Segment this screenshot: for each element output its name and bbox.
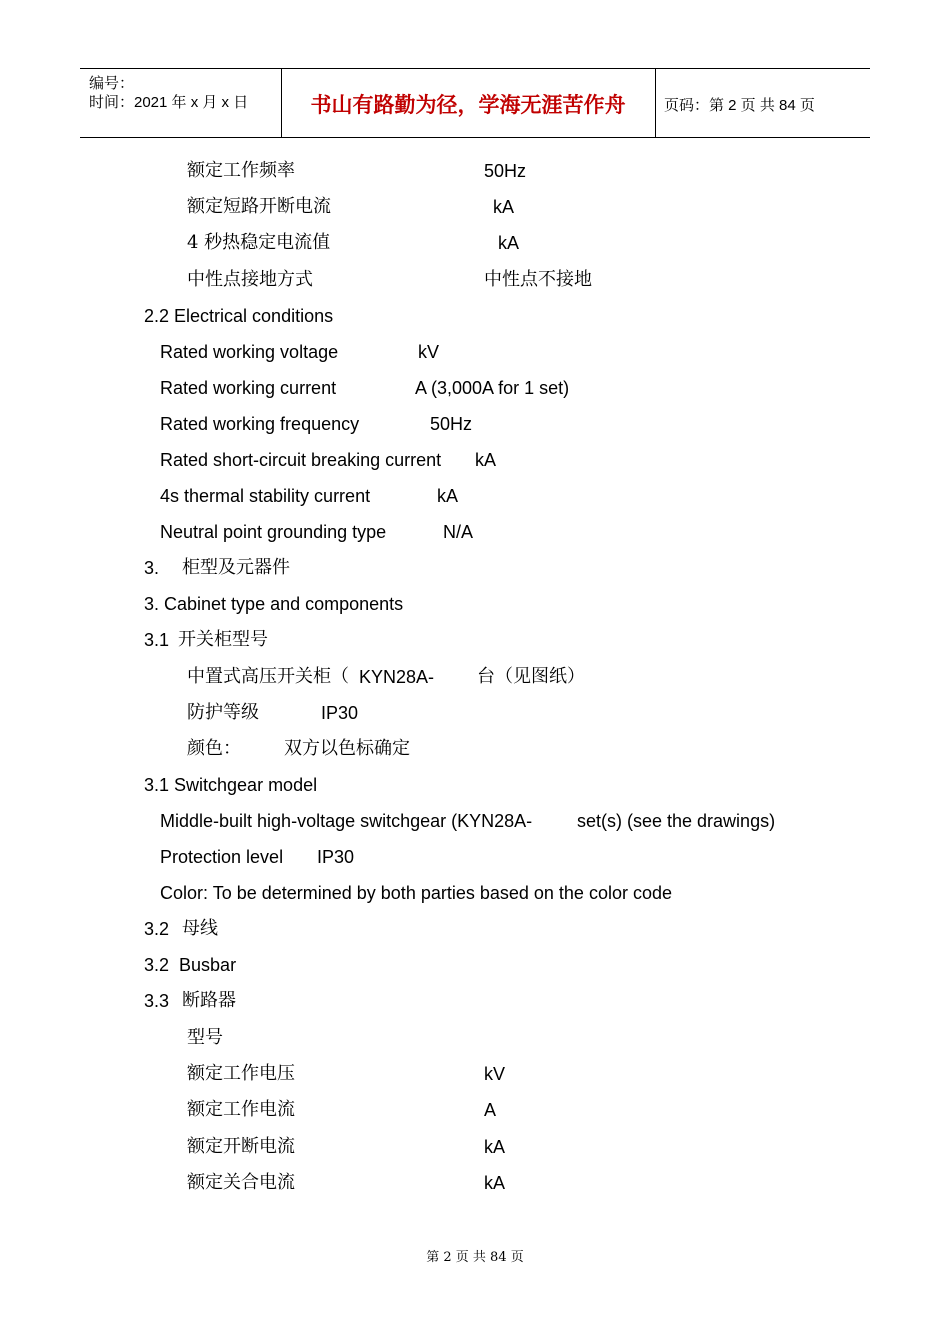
spec-value: A (3,000A for 1 set) bbox=[415, 378, 570, 398]
header-motto: 书山有路勤为径，学海无涯苦作舟 bbox=[310, 93, 626, 117]
spec-value: 中性点不接地 bbox=[484, 269, 592, 290]
spec-label: 额定开断电流 bbox=[187, 1136, 295, 1157]
spec-label: Rated short-circuit breaking current bbox=[160, 450, 442, 470]
spec-label: 防护等级 bbox=[187, 702, 259, 723]
section-number: 3.1 bbox=[144, 630, 170, 650]
section-heading: 3.1 Switchgear model bbox=[144, 775, 318, 795]
spec-value: A bbox=[484, 1100, 497, 1120]
spec-label: 颜色： bbox=[187, 738, 241, 759]
spec-label: Rated working frequency bbox=[160, 414, 360, 434]
section-number: 3.2 bbox=[144, 919, 170, 939]
spec-value: IP30 bbox=[317, 847, 355, 867]
document-date: 时间：2021 年 x 月 x 日 bbox=[89, 94, 249, 111]
spec-value: kA bbox=[493, 197, 515, 217]
section-heading: 开关柜型号 bbox=[178, 629, 268, 650]
section-heading: 3.2 Busbar bbox=[144, 955, 237, 975]
spec-value: kV bbox=[484, 1064, 506, 1084]
spec-label: Color: To be determined by both parties based on the color code bbox=[160, 883, 672, 903]
spec-value: kA bbox=[484, 1173, 506, 1193]
section-heading: 母线 bbox=[182, 918, 218, 939]
spec-label: 中置式高压开关柜（ bbox=[187, 666, 349, 687]
spec-label: Rated working voltage bbox=[160, 342, 339, 362]
spec-value: 50Hz bbox=[430, 414, 473, 434]
spec-value: IP30 bbox=[321, 703, 359, 723]
page-header bbox=[80, 68, 870, 138]
spec-value: kA bbox=[484, 1137, 506, 1157]
spec-label: KYN28A- bbox=[359, 667, 435, 687]
section-number: 3. bbox=[144, 558, 160, 578]
header-divider bbox=[655, 69, 656, 137]
spec-value: 50Hz bbox=[484, 161, 527, 181]
spec-label: 4s thermal stability current bbox=[160, 486, 371, 506]
header-page-info: 页码：第 2 页 共 84 页 bbox=[664, 97, 815, 114]
section-heading: 3. Cabinet type and components bbox=[144, 594, 404, 614]
spec-label: 额定工作频率 bbox=[187, 160, 295, 181]
spec-label: 额定工作电压 bbox=[187, 1063, 295, 1084]
page-footer: 第 2 页 共 84 页 bbox=[426, 1250, 524, 1265]
spec-label: 中性点接地方式 bbox=[187, 269, 313, 290]
spec-value: kV bbox=[418, 342, 440, 362]
spec-value: kA bbox=[437, 486, 459, 506]
spec-label: 型号 bbox=[187, 1027, 223, 1048]
spec-label: Protection level bbox=[160, 847, 284, 867]
spec-value: 双方以色标确定 bbox=[284, 738, 410, 759]
spec-value: 台（见图纸） bbox=[477, 666, 585, 687]
document-number-label: 编号： bbox=[89, 75, 135, 92]
spec-label: 额定工作电流 bbox=[187, 1099, 295, 1120]
spec-value: set(s) (see the drawings) bbox=[577, 811, 776, 831]
spec-value: kA bbox=[475, 450, 497, 470]
spec-label: 4 秒热稳定电流值 bbox=[187, 232, 331, 253]
spec-label: 额定短路开断电流 bbox=[187, 196, 331, 217]
spec-label: Rated working current bbox=[160, 378, 337, 398]
spec-value: N/A bbox=[443, 522, 474, 542]
spec-label: Middle-built high-voltage switchgear (KYN28A- bbox=[160, 811, 533, 831]
section-heading: 柜型及元器件 bbox=[182, 557, 290, 578]
section-heading: 断路器 bbox=[182, 990, 236, 1011]
section-heading: 2.2 Electrical conditions bbox=[144, 306, 334, 326]
section-number: 3.3 bbox=[144, 991, 170, 1011]
spec-value: kA bbox=[498, 233, 520, 253]
spec-label: 额定关合电流 bbox=[187, 1172, 295, 1193]
spec-label: Neutral point grounding type bbox=[160, 522, 387, 542]
